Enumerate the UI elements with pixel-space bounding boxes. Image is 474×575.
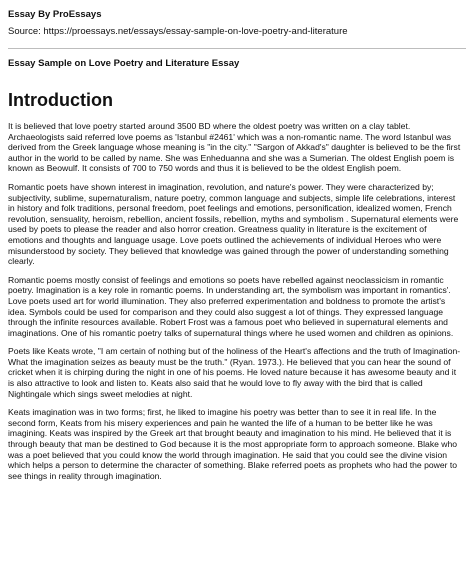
paragraph: Romantic poets have shown interest in imagination, revolution, and nature's power. They were characterized by; subjectivity, sublime, supernaturalism, nature poetry, common language and subjects, simple life celebrations, interest in history and folk traditions, personal freedom, poet feelings and emotions, personification, idealized women, French revolution, sensuality, heroism, rebellion, ancient fossils, rebellion, myths and symbolism . Supernatural elements were used by poets to please the reader and also horror creation. Greatness quality in literature is the excitement of emotions and thoughts and language usage. Love poets outlined the achievements of individual Heroes who were misunderstood by society. They believed that knowledge was gained through the power of understanding something clearly.	[8, 181, 459, 267]
document-header	[0, 0, 474, 39]
essay-by-label: Essay By ProEssays	[8, 9, 102, 20]
section-heading: Introduction	[8, 90, 113, 110]
essay-body	[0, 121, 474, 481]
paragraph: Romantic poems mostly consist of feelings and emotions so poets have rebelled against neoclassicism in romantic poetry. Imagination is a key role in romantic poems. In understanding art, the symbolism was important in romantics'. Love poets used art for world illumination. They also preferred experimentation and boldness to promote the artist's idea. Symbols could be used for comparison and they could also suggest a lot of things. They expressed language through the infinite resources available. Robert Frost was a famous poet who believed in supernatural elements and imaginations. One of his romantic poetry talks of supernatural things where he used women and children as opinions.	[8, 274, 454, 338]
paragraph: Keats imagination was in two forms; first, he liked to imagine his poetry was better than to see it in real life. In the second form, Keats from his misery experiences and pain he wanted the life of a human to be better like he was imagining. Keats was inspired by the Greek art that brought beauty and imagination to his mind. He believed that it is through beauty that man be destined to God because it is the most appropriate form to approach someone. Blake who was a poet believed that you could know the world through imagination. He said that you could see the divine vision which helps a person to determine the character of something. Blake referred poets as prophets who had the power to see things in reality through imagination.	[8, 407, 458, 481]
paragraph: Poets like Keats wrote, "I am certain of nothing but of the holiness of the Heart's affections and the truth of Imagination- What the imagination seizes as beauty must be the truth." (Ryan. 1973.). He believed that you can hear the sound of cricket when it is chirping during the night in one of his poems. He loved nature because it has awesome beauty and it is also attractive to look and listen to. Keats also said that he would love to fly away with the bird that is called Nightingale which sings sweet melodies at night.	[8, 346, 461, 399]
source-line: Source: https://proessays.net/essays/essay-sample-on-love-poetry-and-literature	[8, 26, 348, 37]
header-divider	[8, 48, 466, 49]
document-title: Essay Sample on Love Poetry and Literature Essay	[8, 58, 240, 69]
paragraph: It is believed that love poetry started around 3500 BD where the oldest poetry was written on a clay tablet. Archaeologists said referred love poems as 'Istanbul #2461' which was a non-romantic name. The word Istanbul was derived from the Greek language whose meaning is "in the city." "Sargon of Akkad's" daughter is believed to be the first author in the world to be called by name. She was Enheduanna and she was a Sumerian. The oldest English poem is known as Beowulf. It consists of 700 to 750 words and thus it is believed to be the oldest English poem.	[8, 121, 461, 174]
